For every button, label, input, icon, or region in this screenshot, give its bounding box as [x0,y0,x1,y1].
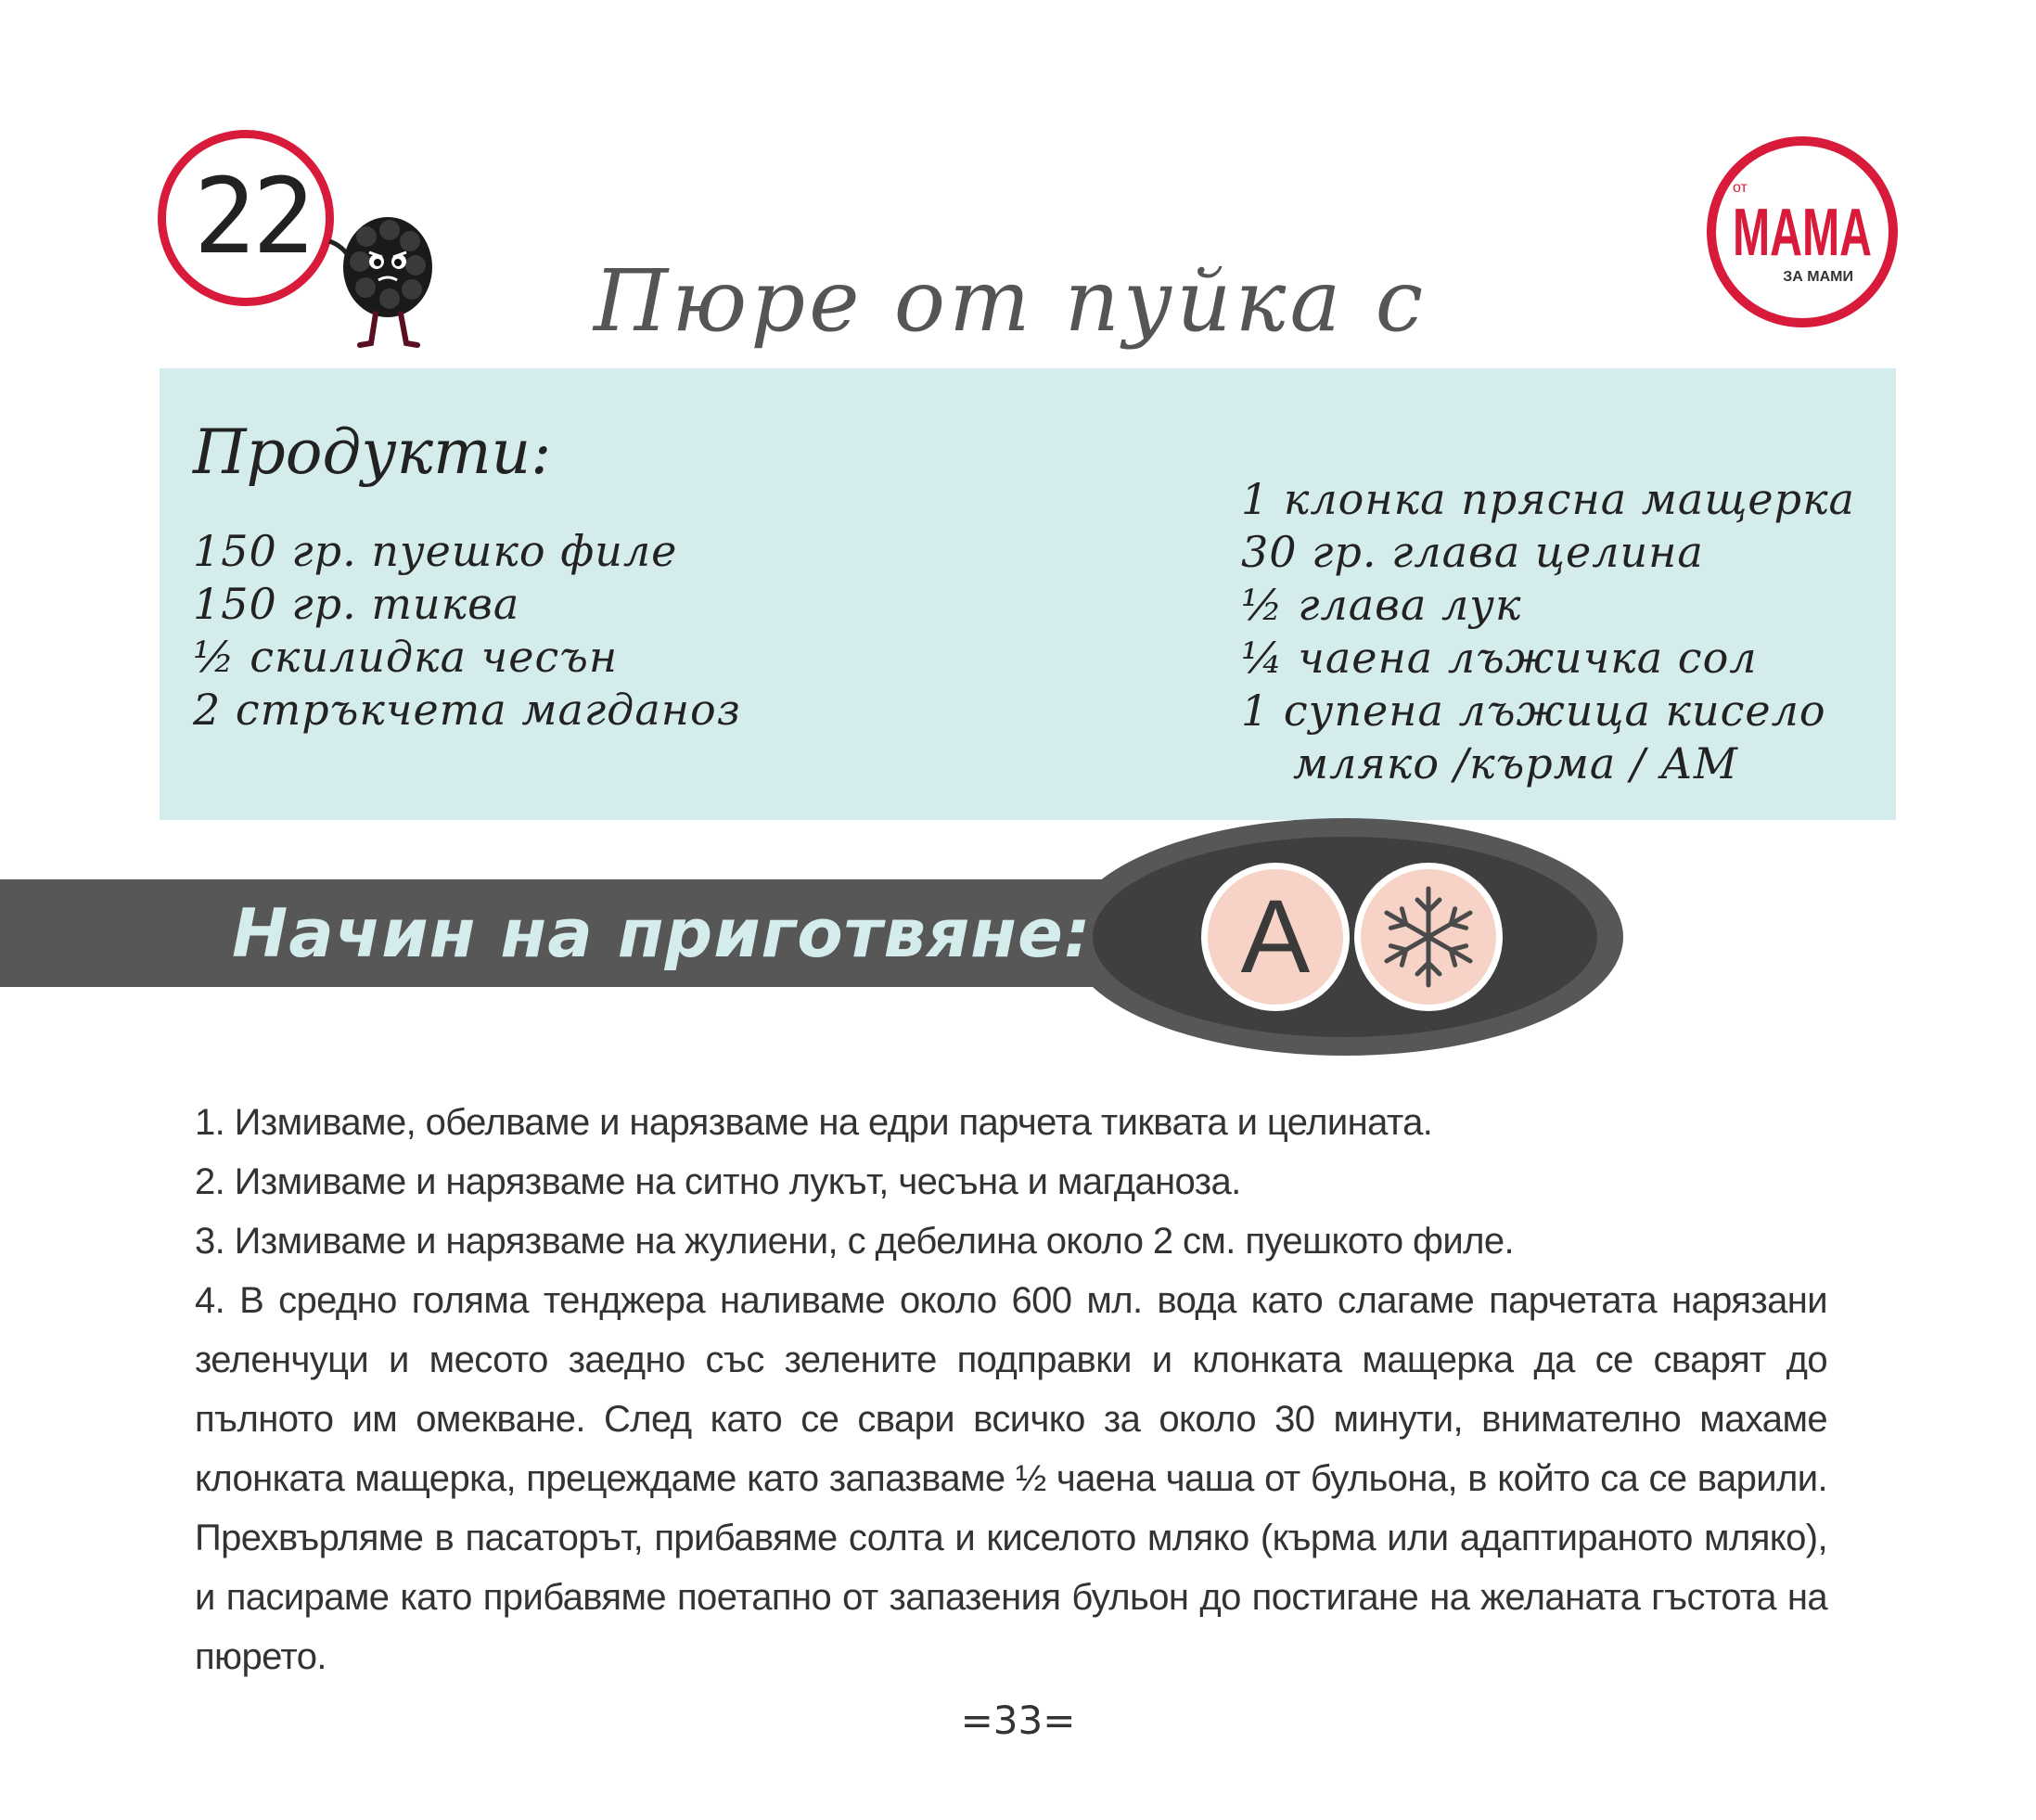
method-heading: Начин на приготвяне: [232,894,1092,972]
ingredients-list-left [193,525,741,737]
ingredient-item: ¼ чаена лъжичка сол [1241,633,1758,683]
ingredient-item: 150 гр. пуешко филе [193,526,678,576]
ingredients-list-right [1241,473,1855,790]
age-badge-letter: A [1240,878,1311,994]
svg-text:МАМА: МАМА [1733,196,1872,270]
method-step: 3. Измиваме и нарязваме на жулиени, с дебелина около 2 см. пуешкото филе. [195,1221,1514,1262]
ingredient-item: ½ глава лук [1241,580,1522,630]
svg-text:ЗА МАМИ: ЗА МАМИ [1783,269,1853,285]
ingredient-item: 1 клонка прясна мащерка [1241,474,1855,524]
spoon-badge-holder [1067,816,1623,1057]
page-number: =33= [960,1698,1076,1743]
method-steps [195,1093,1827,1686]
age-badge [1201,863,1350,1011]
mama-za-mami-logo [1705,135,1900,329]
ingredient-item: 30 гр. глава целина [1241,527,1704,577]
freezer-badge [1354,863,1503,1011]
recipe-number: 22 [193,157,312,277]
method-step: 4. В средно голяма тенджера наливаме около 600 мл. вода като слагаме парчетата нарязани зеленчуци и месото заедно със зелените подправки и клонката мащерка да се сварят до пълното им омекване. След като се свари всичко за около 30 минути, внимателно махаме клонката мащерка, прецеждаме като запазваме ½ чаена чаша от бульона, в който са се варили. Прехвърляме в пасаторът, прибавяме солта и киселото мляко (кърма или адаптираното мляко), и пасираме като прибавяме поетапно от запазения бульон до постигане на желаната гъстота на пюрето. [195,1280,1827,1677]
method-step: 2. Измиваме и нарязваме на ситно лукът, чесъна и магданоза. [195,1161,1241,1202]
recipe-title: Пюре от пуйка с [594,251,1428,351]
ingredient-item-continuation: мляко /кърма / АМ [1293,738,1738,788]
svg-text:от: от [1733,180,1748,196]
ingredient-item: 150 гр. тиква [193,579,520,629]
ingredient-item: 2 стръкчета магданоз [193,685,741,735]
ingredient-item: 1 супена лъжица кисело [1241,686,1826,736]
blackberry-mascot-icon [325,204,464,352]
ingredient-item: ½ скилидка чесън [193,632,619,682]
ingredients-heading: Продукти: [193,417,552,488]
method-step: 1. Измиваме, обелваме и нарязваме на едри парчета тиквата и целината. [195,1102,1433,1143]
